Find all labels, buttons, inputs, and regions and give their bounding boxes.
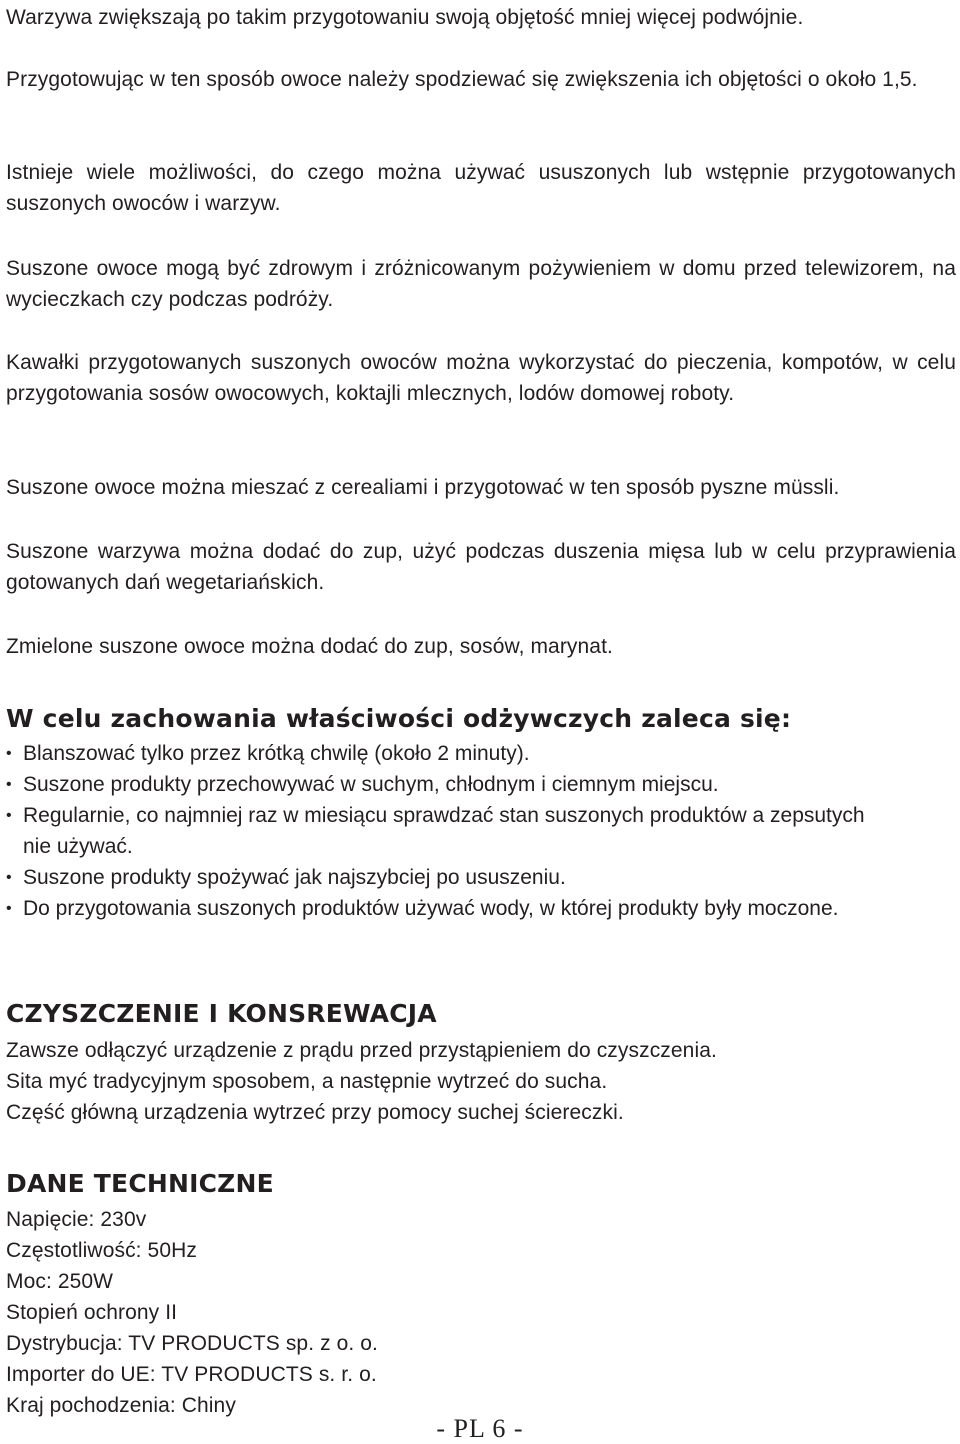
page-number: - PL 6 - (436, 1414, 524, 1443)
nutrition-heading: W celu zachowania właściwości odżywczych zaleca się: (6, 704, 792, 733)
list-item-text: Blanszować tylko przez krótką chwilę (około 2 minuty). (23, 742, 530, 765)
bullet-icon: • (6, 776, 12, 793)
bullet-icon: • (6, 900, 12, 917)
bullet-icon: • (6, 869, 12, 886)
paragraph-uses: Istnieje wiele możliwości, do czego można używać ususzonych lub wstępnie przygotowanych suszonych owoców i warzyw. (6, 161, 956, 215)
spec-power: Moc: 250W (6, 1270, 114, 1293)
cleaning-line: Sita myć tradycyjnym sposobem, a następnie wytrzeć do sucha. (6, 1070, 608, 1093)
cleaning-line: Część główną urządzenia wytrzeć przy pomocy suchej ściereczki. (6, 1101, 624, 1124)
spec-frequency: Częstotliwość: 50Hz (6, 1239, 197, 1262)
technical-heading: DANE TECHNICZNE (6, 1169, 274, 1198)
list-item (6, 893, 893, 924)
technical-specs (6, 1204, 906, 1421)
list-item-text: Regularnie, co najmniej raz w miesiącu sprawdzać stan suszonych produktów a zepsutych nie używać. (23, 804, 865, 858)
list-item-text: Do przygotowania suszonych produktów używać wody, w której produkty były moczone. (23, 897, 839, 920)
cleaning-text (6, 1035, 906, 1128)
bullet-icon: • (6, 807, 12, 824)
list-item (6, 862, 906, 893)
list-item-text: Suszone produkty przechowywać w suchym, chłodnym i ciemnym miejscu. (23, 773, 719, 796)
list-item (6, 800, 873, 862)
spec-importer: Importer do UE: TV PRODUCTS s. r. o. (6, 1363, 377, 1386)
paragraph-baking: Kawałki przygotowanych suszonych owoców można wykorzystać do pieczenia, kompotów, w celu przygotowania sosów owocowych, koktajli mlecznych, lodów domowej roboty. (6, 351, 956, 405)
bullet-icon: • (6, 745, 12, 762)
list-item (6, 769, 906, 800)
nutrition-list (6, 738, 906, 924)
cleaning-line: Zawsze odłączyć urządzenie z prądu przed przystąpieniem do czyszczenia. (6, 1039, 717, 1062)
list-item-text: Suszone produkty spożywać jak najszybciej po ususzeniu. (23, 866, 566, 889)
paragraph-soups: Suszone warzywa można dodać do zup, użyć podczas duszenia mięsa lub w celu przyprawienia gotowanych dań wegetariańskich. (6, 540, 956, 594)
paragraph-healthy-snack: Suszone owoce mogą być zdrowym i zróżnicowanym pożywieniem w domu przed telewizorem, na wycieczkach czy podczas podróży. (6, 257, 956, 311)
spec-origin: Kraj pochodzenia: Chiny (6, 1394, 236, 1417)
paragraph-ground-fruit: Zmielone suszone owoce można dodać do zup, sosów, marynat. (6, 635, 613, 658)
paragraph-cereals: Suszone owoce można mieszać z cerealiami i przygotować w ten sposób pyszne müssli. (6, 476, 840, 499)
paragraph-vegetables-volume: Warzywa zwiększają po takim przygotowaniu swoją objętość mniej więcej podwójnie. (6, 6, 804, 29)
spec-voltage: Napięcie: 230v (6, 1208, 147, 1231)
spec-protection: Stopień ochrony II (6, 1301, 178, 1324)
list-item (6, 738, 906, 769)
cleaning-heading: CZYSZCZENIE I KONSREWACJA (6, 999, 437, 1028)
spec-distribution: Dystrybucja: TV PRODUCTS sp. z o. o. (6, 1332, 378, 1355)
paragraph-fruit-volume: Przygotowując w ten sposób owoce należy spodziewać się zwiększenia ich objętości o około 1,5. (6, 68, 918, 91)
